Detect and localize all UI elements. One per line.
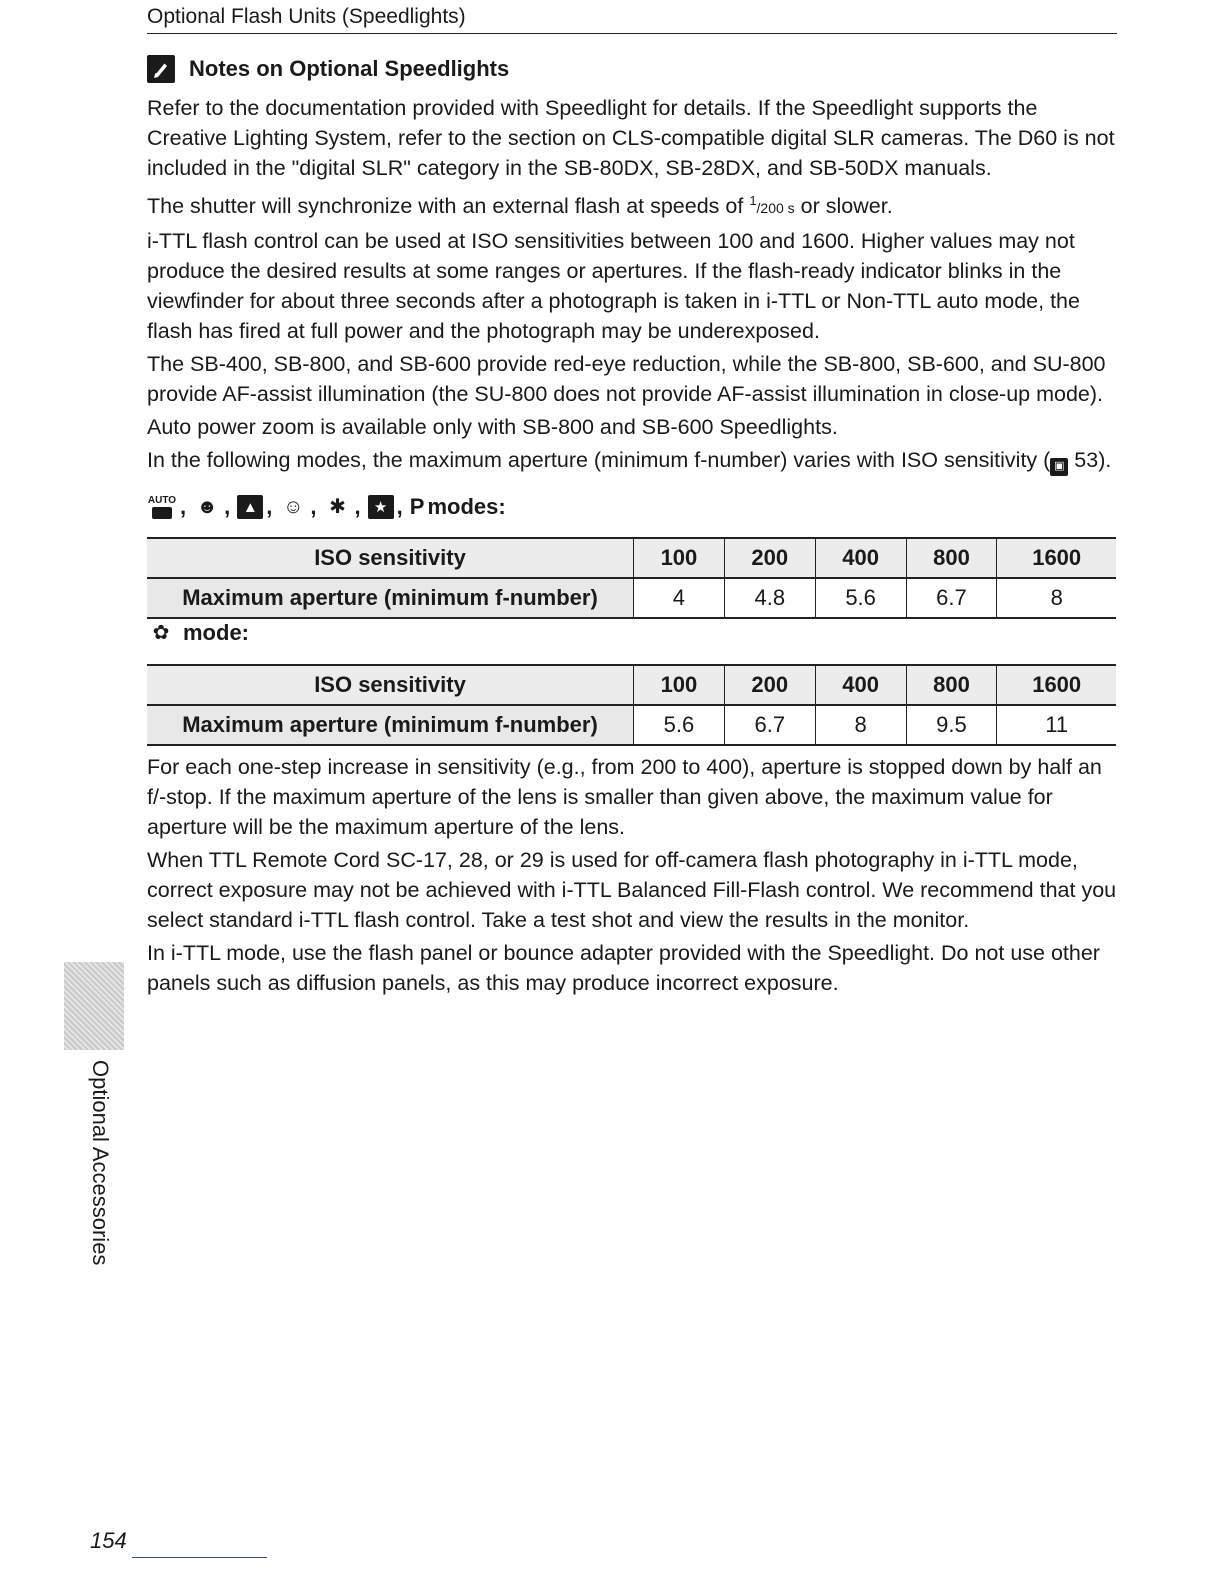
table-cell: 5.6: [815, 578, 906, 618]
table-row: [147, 705, 1116, 745]
table-cell: 200: [724, 538, 815, 578]
table-cell: 800: [906, 665, 997, 705]
notes-body-top: [147, 93, 1119, 479]
table-cell: 4: [634, 578, 725, 618]
night-portrait-mode-icon: ★: [368, 495, 394, 519]
macro-icon: ✿: [152, 622, 170, 644]
section-tab: [64, 962, 124, 1050]
table-cell: 800: [906, 538, 997, 578]
page-number-rule: [132, 1557, 267, 1558]
table-row: [147, 665, 1116, 705]
notes-body-bottom: [147, 752, 1119, 1001]
table-row: [147, 578, 1116, 618]
table-cell: 6.7: [724, 705, 815, 745]
table-cell: 200: [724, 665, 815, 705]
p-mode-label: P: [409, 494, 425, 519]
paragraph: The SB-400, SB-800, and SB-600 provide red-eye reduction, while the SB-800, SB-600, and SU-800 provide AF-assist illumination (the SU-800 does not provide AF-assist illumination in close-up mode).: [147, 352, 1106, 407]
table-row: [147, 538, 1116, 578]
macro-heading: [147, 620, 249, 646]
aperture-table-auto-modes: [147, 537, 1116, 619]
macro-suffix: mode:: [183, 620, 249, 645]
table-cell: 11: [997, 705, 1116, 745]
paragraph: In i-TTL mode, use the flash panel or bounce adapter provided with the Speedlight. Do not use other panels such as diffusion panels, as this may produce incorrect exposure.: [147, 941, 1100, 995]
table-cell: 100: [634, 665, 725, 705]
paragraph: Refer to the documentation provided with Speedlight for details. If the Speedlight supports the Creative Lighting System, refer to the section on CLS-compatible digital SLR cameras. The D60 is not included in the "digital SLR" category in the SB-80DX, SB-28DX, and SB-50DX manuals.: [147, 96, 1115, 180]
landscape-mode-icon: ▲: [237, 495, 263, 519]
iso-intro-paragraph: In the following modes, the maximum aperture (minimum f-number) varies with ISO sensitivity ( ▣ 53).: [147, 445, 1119, 476]
table-cell: 4.8: [724, 578, 815, 618]
row-label: ISO sensitivity: [147, 665, 634, 705]
row-label: ISO sensitivity: [147, 538, 634, 578]
table-cell: 8: [815, 705, 906, 745]
paragraph: For each one-step increase in sensitivity (e.g., from 200 to 400), aperture is stopped down by half an f/-stop. If the maximum aperture of the lens is smaller than given above, the maximum value for aperture will be the maximum aperture of the lens.: [147, 755, 1102, 839]
row-label: Maximum aperture (minimum f-number): [147, 705, 634, 745]
aperture-table-macro-mode: [147, 664, 1116, 746]
table-cell: 8: [997, 578, 1116, 618]
shutter-sync-paragraph: The shutter will synchronize with an external flash at speeds of $^1$/200 s or slower.: [147, 193, 893, 219]
notes-heading: [147, 55, 509, 83]
auto-mode-icon: AUTO: [147, 494, 177, 520]
page-number: 154: [90, 1528, 127, 1553]
table-cell: 100: [634, 538, 725, 578]
header-title: Optional Flash Units (Speedlights): [147, 5, 466, 28]
table-cell: 6.7: [906, 578, 997, 618]
table-cell: 1600: [997, 538, 1116, 578]
page-header: [147, 4, 1117, 34]
portrait-mode-icon: ☻: [196, 496, 218, 518]
table-cell: 400: [815, 665, 906, 705]
sports-mode-icon: ✱: [329, 496, 346, 518]
side-section-label: Optional Accessories: [88, 1060, 113, 1266]
menu-ref-icon: ▣: [1050, 458, 1068, 476]
paragraph: When TTL Remote Cord SC-17, 28, or 29 is used for off-camera flash photography in i-TTL mode, correct exposure may not be achieved with i-TTL Balanced Fill-Flash control. We recommend that you select standard i-TTL flash control. Take a test shot and view the results in the monitor.: [147, 848, 1117, 932]
modes-suffix: modes:: [427, 494, 506, 519]
paragraph: i-TTL flash control can be used at ISO sensitivities between 100 and 1600. Higher values may not produce the desired results at some ranges or apertures. If the flash-ready indicator blinks in the viewfinder for about three seconds after a photograph is taken in i-TTL or Non-TTL auto mode, the flash has fired at full power and the photograph may be underexposed.: [147, 229, 1080, 344]
table-cell: 1600: [997, 665, 1116, 705]
modes-heading: AUTO , ☻ , ▲ , ☺ , ✱ , ★ , P modes:: [147, 494, 506, 519]
row-label: Maximum aperture (minimum f-number): [147, 578, 634, 618]
table-cell: 5.6: [634, 705, 725, 745]
child-mode-icon: ☺: [283, 496, 304, 518]
pencil-icon: [147, 55, 175, 83]
table-cell: 400: [815, 538, 906, 578]
table-cell: 9.5: [906, 705, 997, 745]
notes-heading-text: Notes on Optional Speedlights: [189, 56, 510, 81]
paragraph: Auto power zoom is available only with SB-800 and SB-600 Speedlights.: [147, 415, 838, 440]
